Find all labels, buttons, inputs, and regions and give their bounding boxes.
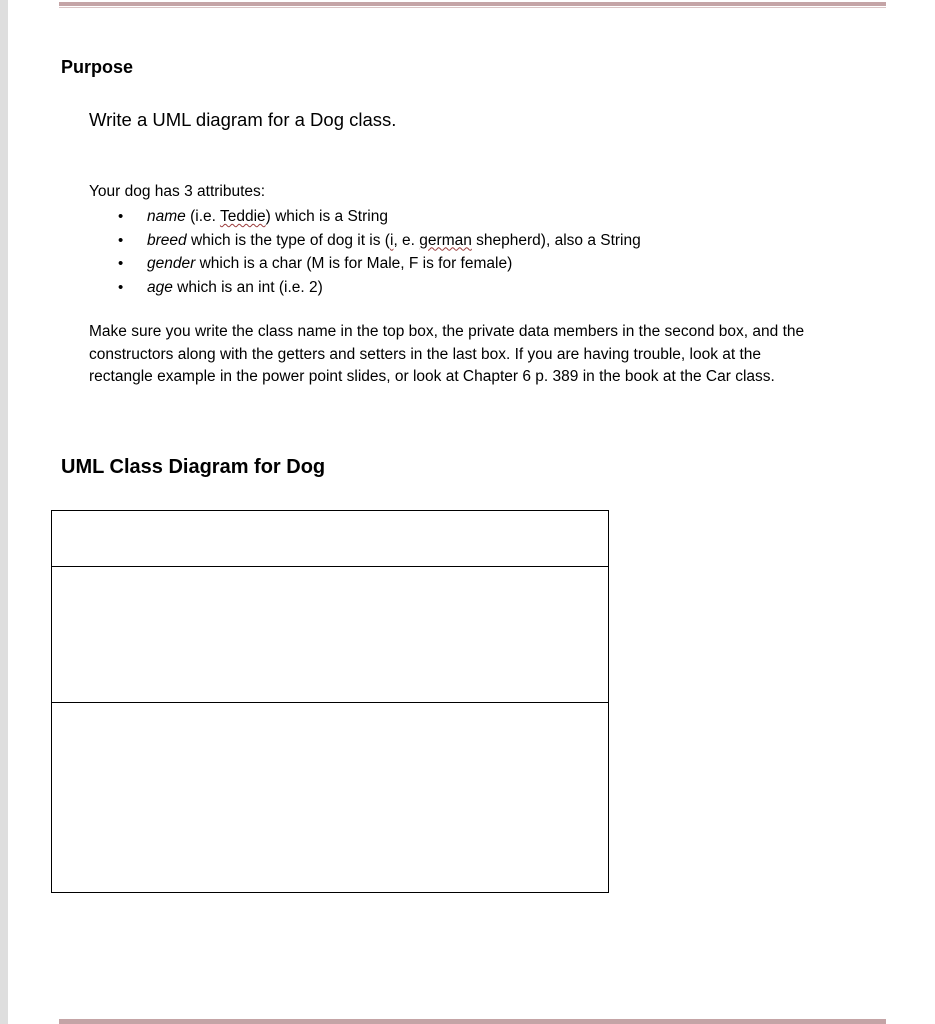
bullet-icon: • <box>118 255 124 272</box>
attribute-name: gender <box>147 255 196 272</box>
page-left-edge <box>0 0 8 1024</box>
bullet-icon: • <box>118 208 124 225</box>
uml-class-diagram <box>51 510 609 893</box>
footer-rule <box>59 1019 886 1024</box>
attributes-heading: Your dog has 3 attributes: <box>89 183 266 200</box>
spellcheck-word[interactable]: i <box>389 231 394 249</box>
header-rule <box>59 2 886 6</box>
list-item <box>118 277 641 301</box>
spellcheck-word[interactable]: german <box>419 231 472 249</box>
attribute-text: (i.e. <box>185 208 220 225</box>
attribute-text: which is the type of dog it is ( <box>186 231 390 249</box>
attribute-text: shepherd), also a String <box>471 231 641 249</box>
instructions-line: rectangle example in the power point slides, or look at Chapter 6 p. 389 in the book at the Car class. <box>89 368 775 385</box>
intro-text: Write a UML diagram for a Dog class. <box>89 109 397 130</box>
instructions-line: Make sure you write the class name in the top box, the private data members in the second box, and the <box>89 323 805 340</box>
uml-heading: UML Class Diagram for Dog <box>61 456 326 478</box>
uml-methods-box[interactable] <box>52 703 608 892</box>
instructions-line: constructors along with the getters and setters in the last box. If you are having trouble, look at the <box>89 345 762 363</box>
attribute-name: name <box>147 208 186 225</box>
purpose-heading: Purpose <box>61 57 134 77</box>
spellcheck-word[interactable]: Teddie <box>219 208 266 225</box>
attribute-text: which is a char (M is for Male, F is for female) <box>195 255 513 272</box>
attribute-list <box>118 206 641 300</box>
attribute-name: breed <box>147 231 187 249</box>
list-item <box>118 230 641 254</box>
instructions-paragraph <box>89 321 889 389</box>
uml-attributes-box[interactable] <box>52 567 608 703</box>
uml-class-name-box[interactable] <box>52 511 608 567</box>
attribute-name: age <box>147 278 173 296</box>
attribute-text: ) which is a String <box>265 208 388 225</box>
bullet-icon: • <box>118 278 124 296</box>
attribute-text: , e. <box>393 231 420 249</box>
list-item <box>118 253 641 277</box>
attribute-text: which is an int (i.e. 2) <box>172 278 323 296</box>
bullet-icon: • <box>118 231 124 249</box>
list-item <box>118 206 641 230</box>
